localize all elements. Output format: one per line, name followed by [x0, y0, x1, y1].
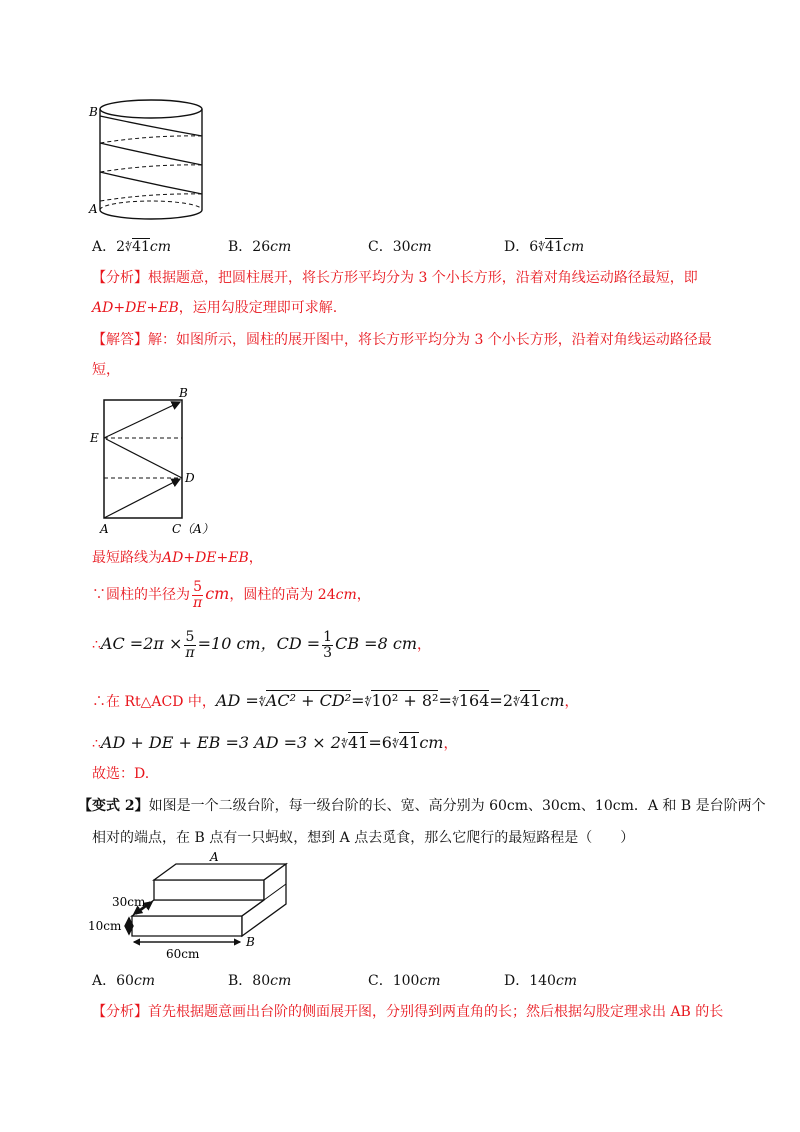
analysis-2-line-1: 【分析】首先根据题意画出台阶的侧面展开图，分别得到两直角的长；然后根据勾股定理求出 AB 的长: [92, 1004, 724, 1020]
analysis-1-line-2: AD+DE+EB，运用勾股定理即可求解.: [92, 300, 338, 316]
q1-option-a[interactable]: A．2∜41cm: [92, 239, 172, 255]
q2-option-b[interactable]: B．80cm: [228, 973, 292, 989]
rt-triangle-line: ∴在 Rt△ACD 中，AD =∜AC² + CD²=∜10² + 8²=∜164=2∜41cm，: [92, 691, 579, 710]
label-b: B: [89, 105, 98, 119]
label-10cm: 10cm: [88, 919, 122, 933]
q2-option-a[interactable]: A．60cm: [92, 973, 156, 989]
shortest-path-line: 最短路线为AD+DE+EB，: [92, 550, 263, 566]
variant-2-line-2: 相对的端点，在 B 点有一只蚂蚁，想到 A 点去觅食，那么它爬行的最短路程是（ ）: [92, 830, 635, 846]
label-a: A: [100, 522, 109, 534]
analysis-1-line-1: 【分析】根据题意，把圆柱展开，将长方形平均分为 3 个小长方形，沿着对角线运动路径最短，即: [92, 270, 698, 286]
label-30cm: 30cm: [112, 895, 146, 909]
label-b: B: [179, 386, 188, 400]
solution-1-line-1: 【解答】解：如图所示，圆柱的展开图中，将长方形平均分为 3 个小长方形，沿着对角线运动路径最: [92, 332, 712, 348]
q1-option-c[interactable]: C．30cm: [368, 239, 432, 255]
variant-2-line-1: 【变式 2】如图是一个二级台阶，每一级台阶的长、宽、高分别为 60cm、30cm、10cm．A 和 B 是台阶两个: [78, 798, 766, 814]
cylinder-figure: [88, 95, 213, 225]
label-a: A: [210, 850, 219, 864]
label-a: A: [89, 202, 98, 216]
q2-option-d[interactable]: D．140cm: [504, 973, 578, 989]
q2-option-c[interactable]: C．100cm: [368, 973, 441, 989]
q1-option-b[interactable]: B．26cm: [228, 239, 292, 255]
label-c: C（A）: [172, 522, 214, 534]
staircase-figure: [88, 848, 328, 964]
solution-1-line-2: 短，: [92, 362, 120, 378]
label-b: B: [246, 935, 255, 949]
q1-option-d[interactable]: D．6∜41cm: [504, 239, 585, 255]
label-e: E: [90, 431, 99, 445]
unfolded-rectangle-figure: [88, 384, 228, 534]
sum-line: ∴AD + DE + EB =3 AD =3 × 2∜41=6∜41cm，: [92, 733, 458, 752]
radius-line: ∵圆柱的半径为 $\frac{5}{\pi}$ cm，圆柱的高为 24cm，: [92, 579, 371, 611]
label-60cm: 60cm: [166, 947, 200, 961]
label-d: D: [185, 471, 195, 485]
answer-line: 故选：D.: [92, 766, 150, 782]
ac-cd-line: ∴AC =2π × $\frac{5}{\pi}$ =10 cm，CD = $\frac{1}{3}$ CB =8 cm，: [92, 629, 431, 661]
